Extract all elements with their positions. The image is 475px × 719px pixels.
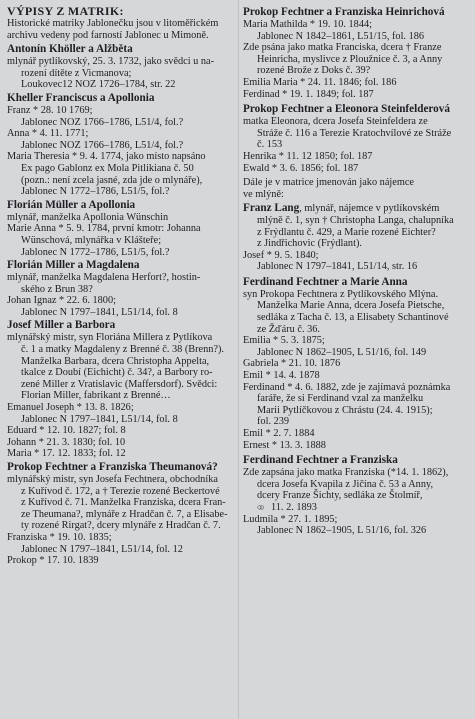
record-heading: [7, 43, 238, 56]
record-line-text: syn Prokopa Fechtnera z Pytlíkovského Mlýna.: [243, 288, 439, 300]
record-section: [243, 6, 471, 100]
record-line-text: Jablonec N 1842–1861, L51/15, fol. 186: [257, 30, 425, 42]
note-line: Dále je v matrice jmenován jako nájemce: [243, 177, 414, 189]
record-line-text: (pozn.: není zcela jasné, zda jde o mlynáře),: [21, 174, 203, 186]
record-line: [7, 474, 238, 486]
record-line-text: z Kuřívod č. 71. Manželka Franziska, dcera Fran-: [21, 497, 226, 509]
note-paragraph: [243, 177, 471, 200]
record-line: [7, 414, 238, 426]
record-line-text: mlynářský mistr, syn Josefa Fechtnera, obchodníka: [7, 474, 218, 485]
record-line: [7, 235, 238, 247]
record-line-text: rozené Brože z Doks č. 39?: [257, 65, 371, 77]
record-body: [243, 467, 471, 537]
column-divider: [238, 0, 239, 719]
record-line-text: Heinricha, myslivce z Ploužnice č. 3, a Anny: [257, 53, 443, 65]
record-line: [7, 151, 238, 163]
record-line: [243, 300, 471, 312]
record-heading: [243, 6, 471, 19]
record-line: [243, 428, 471, 440]
record-line: [243, 324, 471, 336]
record-line: [243, 416, 471, 428]
record-line-text: z Jindřichovic (Frýdlant).: [257, 238, 362, 250]
record-line: [243, 227, 471, 239]
record-line: [7, 140, 238, 152]
record-section: [243, 103, 471, 174]
record-line: [7, 402, 238, 414]
record-line-text: Stráže č. 116 a Terezie Kratochvílové ze Stráže: [257, 127, 452, 139]
record-heading: [243, 276, 471, 289]
record-heading-name: Antonín Khöller a Alžběta: [7, 43, 133, 56]
record-line-text: Franz * 28. 10 1769;: [7, 104, 93, 116]
record-line-text: Ferdinand * 4. 6. 1882, zde je zajímavá poznámka: [243, 381, 451, 393]
record-heading-name: Prokop Fechtner a Franziska Heinrichová: [243, 6, 445, 18]
record-line-text: mlynář, manželka Apollonia Wünschin: [7, 211, 169, 223]
record-line-text: Franziska * 19. 10. 1835;: [7, 531, 112, 543]
record-line: [7, 448, 238, 460]
record-line: [243, 312, 471, 324]
record-line-text: Jablonec NOZ 1766–1786, L51/4, fol.?: [21, 116, 184, 128]
record-line-text: ského z Brun 38?: [21, 283, 93, 295]
record-line: [243, 77, 471, 89]
record-body: [7, 105, 238, 198]
record-line-text: č. 1 a matky Magdaleny z Brenné č. 38 (Brenn?).: [21, 344, 225, 356]
record-heading: [7, 461, 238, 474]
record-line-text: Josef * 9. 5. 1840;: [243, 249, 319, 261]
record-heading-name: Franz Lang: [243, 202, 300, 215]
record-heading: [243, 103, 471, 116]
record-line: [7, 425, 238, 437]
record-body: [7, 272, 238, 318]
record-heading-name: Kheller Franciscus a Apollonia: [7, 91, 155, 104]
record-section: [7, 461, 238, 567]
record-line: [243, 261, 471, 273]
record-line-text: Prokop * 17. 10. 1839: [7, 555, 99, 567]
record-line: [7, 390, 238, 402]
record-heading: [7, 259, 238, 272]
record-body: [7, 332, 238, 460]
record-line-text: Jablonec N 1862–1905, L 51/16, fol. 326: [257, 525, 427, 537]
record-line-text: Manželka Barbara, dcera Christopha Appelta,: [21, 355, 210, 367]
record-body: [7, 474, 238, 567]
record-line: [243, 215, 471, 227]
record-line: [7, 284, 238, 296]
record-line-text: Emilia Maria * 24. 11. 1846; fol. 186: [243, 76, 397, 88]
record-line: [7, 555, 238, 567]
record-line-text: sedláka z Tacha č. 13, a Elisabety Schantinové: [257, 312, 449, 324]
record-line: [243, 139, 471, 151]
left-sections: [7, 43, 238, 567]
record-section: [7, 199, 238, 258]
record-section: [243, 276, 471, 451]
record-line: [243, 289, 471, 301]
note-line: ve mlýně:: [243, 188, 284, 200]
record-line: [7, 223, 238, 235]
record-line-text: z Frýdlantu č. 429, a Marie rozené Eichter?: [257, 226, 436, 238]
page-title: VÝPISY Z MATRIK:: [7, 4, 124, 18]
record-line: [7, 497, 238, 509]
record-line: [243, 19, 471, 31]
record-line-text: tkalce z Doubí (Eichicht) č. 34?, a Barbory ro-: [21, 367, 213, 379]
record-line: [7, 212, 238, 224]
record-line: [243, 479, 471, 491]
record-line: [7, 175, 238, 187]
record-line: [243, 467, 471, 479]
record-line: [243, 502, 471, 514]
record-line: [7, 272, 238, 284]
record-line: [243, 405, 471, 417]
right-sections: [243, 6, 471, 537]
record-line: [243, 347, 471, 359]
record-line: [7, 332, 238, 344]
record-line: [7, 379, 238, 391]
record-body: [243, 116, 471, 174]
record-line-text: Marie Anna * 5. 9. 1784, první kmotr: Johanna: [7, 223, 201, 235]
record-line-text: Marii Pytlíčkovou z Chrástu (24. 4. 1915);: [257, 404, 433, 416]
record-line-text: Anna * 4. 11. 1771;: [7, 128, 89, 140]
record-line: [7, 520, 238, 532]
record-body: [243, 215, 471, 273]
record-line: [7, 186, 238, 198]
record-body: [243, 19, 471, 100]
record-line-text: Ludmila * 27. 1. 1895;: [243, 513, 338, 525]
record-line-text: Ernest * 13. 3. 1888: [243, 439, 326, 451]
record-line-text: matka Eleonora, dcera Josefa Steinfeldera ze: [243, 116, 428, 128]
right-column: [243, 5, 471, 540]
record-line: [7, 344, 238, 356]
record-line: [7, 356, 238, 368]
record-line-text: Gabriela * 21. 10. 1876: [243, 358, 341, 370]
record-line: [243, 163, 471, 175]
record-line: [7, 247, 238, 259]
record-line-text: Jablonec N 1797–1841, L51/14, fol. 8: [21, 306, 178, 318]
record-line-text: č. 153: [257, 139, 283, 151]
record-line: [243, 358, 471, 370]
record-heading-name: Prokop Fechtner a Franziska Theumanová?: [7, 461, 218, 473]
record-line-text: Emilia * 5. 3. 1875;: [243, 335, 325, 347]
record-line-text: rození dítěte z Vicmanova;: [21, 67, 132, 79]
record-line-text: Ferdinad * 19. 1. 1849; fol. 187: [243, 88, 374, 100]
record-line-text: Maria * 17. 12. 1833; fol. 12: [7, 448, 126, 460]
record-line-text: dcera Josefa Kvapila z Jičína č. 53 a Anny,: [257, 478, 434, 490]
record-section: [7, 92, 238, 198]
record-section: [243, 177, 471, 200]
record-line-text: Jablonec N 1797–1841, L51/14, fol. 8: [21, 413, 178, 425]
record-body: [7, 56, 238, 91]
record-line: [243, 393, 471, 405]
record-line: [243, 31, 471, 43]
record-line-text: ze Theumana?, mlynáře z Hradčan č. 7, a Elisabe-: [21, 508, 228, 520]
record-line: [243, 335, 471, 347]
record-heading-name: Prokop Fechtner a Eleonora Steinfelderová: [243, 103, 450, 116]
record-line-text: fol. 239: [257, 416, 290, 428]
record-line-text: Zde psána jako matka Franciska, dcera † Franze: [243, 42, 442, 54]
record-line-text: ty rozené Rirgat?, dcery mlynáře z Hradčan č. 7.: [21, 520, 221, 532]
record-line: [243, 525, 471, 537]
record-line: [7, 105, 238, 117]
record-line: [243, 42, 471, 54]
record-line-text: Jablonec N 1862–1905, L 51/16, fol. 149: [257, 346, 427, 358]
record-heading-tail: , mlynář, nájemce v pytlíkovském: [299, 203, 440, 215]
record-line: [243, 65, 471, 77]
record-heading-name: Ferdinand Fechtner a Marie Anna: [243, 275, 408, 288]
record-line: [7, 163, 238, 175]
record-body: [243, 289, 471, 451]
record-heading-name: Florián Müller a Apollonia: [7, 198, 136, 211]
record-section: [243, 454, 471, 537]
record-line: [7, 367, 238, 379]
record-line: [7, 544, 238, 556]
record-line: [243, 116, 471, 128]
record-line-text: Manželka Marie Anna, dcera Josefa Pietsche,: [257, 300, 445, 312]
record-line: [243, 89, 471, 101]
record-line-text: Wünschová, mlynářka v Klášteře;: [21, 234, 162, 246]
record-section: [7, 43, 238, 91]
marriage-rings-icon: ○○: [257, 501, 262, 512]
record-section: [7, 259, 238, 318]
record-line: [7, 117, 238, 129]
record-section: [243, 203, 471, 273]
record-line-text: mlynář pytlíkovský, 25. 3. 1732, jako svědci u na-: [7, 56, 215, 68]
record-line-text: Zde zapsána jako matka Franziska (*14. 1. 1862),: [243, 467, 449, 479]
record-line-text: Jablonec N 1772–1786, L51/5, fol.?: [21, 246, 170, 258]
record-line-text: z Kuřívod č. 172, a † Terezie rozené Beckertové: [21, 485, 220, 497]
record-line: [7, 307, 238, 319]
record-line-text: zené Miller z Vratislavic (Maffersdorf). Svědci:: [21, 378, 218, 390]
record-line-text: Maria Mathilda * 19. 10. 1844;: [243, 19, 372, 30]
record-heading: [243, 203, 471, 215]
record-body: [7, 212, 238, 258]
record-line: [243, 238, 471, 250]
record-line-text: Johann * 21. 3. 1830; fol. 10: [7, 436, 126, 448]
record-line-text: faráře, že si Ferdinand vzal za manželku: [257, 393, 424, 405]
record-line: [7, 79, 238, 91]
record-heading-name: Florián Miller a Magdalena: [7, 259, 140, 272]
record-line-text: Jablonec N 1772–1786, L51/5, fol.?: [21, 186, 170, 198]
record-heading: [7, 199, 238, 212]
record-line: [7, 486, 238, 498]
record-line: [243, 250, 471, 262]
record-line: [7, 295, 238, 307]
record-line-text: Maria Theresia * 9. 4. 1774, jako místo napsáno: [7, 151, 206, 163]
record-line: [7, 532, 238, 544]
record-line-text: Emanuel Joseph * 13. 8. 1826;: [7, 402, 134, 414]
record-heading: [7, 92, 238, 105]
record-line: [7, 128, 238, 140]
record-line-text: Henrika * 11. 12 1850; fol. 187: [243, 150, 373, 162]
record-line: [243, 440, 471, 452]
record-line: [7, 437, 238, 449]
record-line-text: Johan Ignaz * 22. 6. 1800;: [7, 295, 116, 307]
left-column: [7, 5, 238, 567]
record-line: [243, 128, 471, 140]
record-line: [7, 56, 238, 68]
record-line-text: Jablonec N 1797–1841, L51/14, str. 16: [257, 261, 418, 273]
record-line: [243, 382, 471, 394]
record-section: [7, 319, 238, 460]
record-line-text: mlýně č. 1, syn † Christopha Langa, chalupníka: [257, 214, 454, 226]
record-line: [7, 68, 238, 80]
record-line-text: Ewald * 3. 6. 1856; fol. 187: [243, 162, 359, 174]
record-line-text: mlynářský mistr, syn Floriána Millera z Pytlíkova: [7, 332, 213, 344]
record-line: [243, 370, 471, 382]
record-line-text: Florian Miller, fabrikant z Brenné…: [21, 390, 171, 402]
record-heading-name: Josef Miller a Barbora: [7, 319, 116, 332]
record-line: [243, 54, 471, 66]
record-heading: [243, 454, 471, 467]
record-line: [243, 490, 471, 502]
record-line-text: dcery Franze Šichty, sedláka ze Štolmíř,: [257, 490, 423, 502]
record-heading: [7, 319, 238, 332]
record-line: [7, 509, 238, 521]
record-line: [243, 514, 471, 526]
record-line-text: ze Žďáru č. 36.: [257, 323, 320, 335]
record-line-text: mlynář, manželka Magdalena Herfort?, hostin-: [7, 272, 201, 284]
record-line-text: Jablonec NOZ 1766–1786, L51/4, fol.?: [21, 139, 184, 151]
record-line-text: Eduard * 12. 10. 1827; fol. 8: [7, 425, 126, 437]
record-heading-name: Ferdinand Fechtner a Franziska: [243, 454, 398, 467]
record-line: [243, 151, 471, 163]
intro-paragraph: Historické matriky Jablonečku jsou v litoměřickém archivu vedeny pod farností Jablonec u Mimoně.: [7, 18, 219, 41]
record-line-text: Jablonec N 1797–1841, L51/14, fol. 12: [21, 543, 183, 555]
record-line-text: 11. 2. 1893: [271, 501, 317, 513]
record-line-text: Emil * 14. 4. 1878: [243, 370, 320, 382]
record-line-text: Loukovec12 NOZ 1726–1784, str. 22: [21, 79, 176, 91]
record-line-text: Ex pago Gablonz ex Mola Pitlikiana č. 50: [21, 162, 194, 174]
record-line-text: Emil * 2. 7. 1884: [243, 428, 315, 439]
